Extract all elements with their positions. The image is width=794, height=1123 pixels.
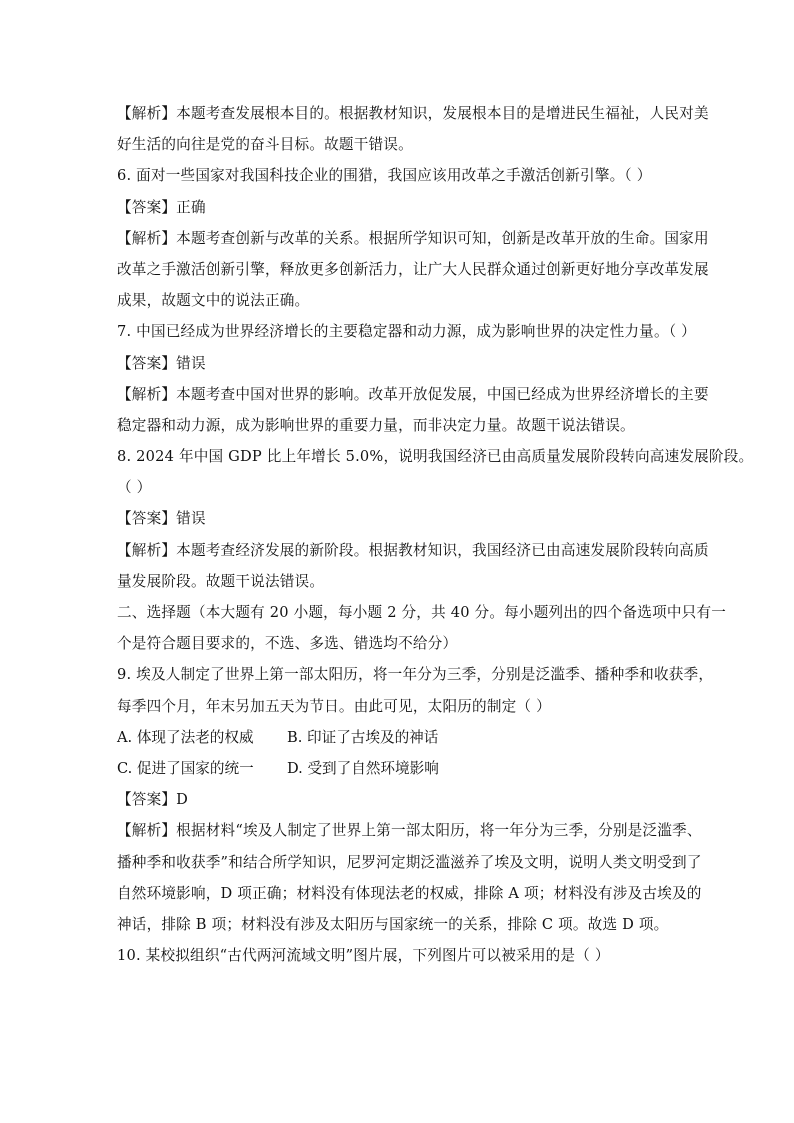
q9-options-row-1 <box>117 722 687 753</box>
q9-option-d: D. 受到了自然环境影响 <box>287 759 439 777</box>
text-line: 个是符合题目要求的，不选、多选、错选均不给分） <box>117 635 458 653</box>
q9-option-a: A. 体现了法老的权威 <box>117 728 254 746</box>
question-10: 10. 某校拟组织“古代两河流域文明”图片展，下列图片可以被采用的是（ ） <box>117 947 610 965</box>
question-7: 7. 中国已经成为世界经济增长的主要稳定器和动力源，成为影响世界的决定性力量。（ ） <box>117 323 696 341</box>
text-line: 稳定器和动力源，成为影响世界的重要力量，而非决定力量。故题干说法错误。 <box>117 416 635 434</box>
answer-6: 【答案】正确 <box>117 198 206 216</box>
text-line: 量发展阶段。故题干说法错误。 <box>117 572 325 590</box>
q9-option-c: C. 促进了国家的统一 <box>117 759 254 777</box>
text-line: 【解析】本题考查经济发展的新阶段。根据教材知识，我国经济已由高速发展阶段转向高质 <box>117 541 709 559</box>
text-line: （ ） <box>117 479 152 497</box>
text-line: 【解析】本题考查创新与改革的关系。根据所学知识可知，创新是改革开放的生命。国家用 <box>117 229 709 247</box>
text-line: 自然环境影响，D 项正确；材料没有体现法老的权威，排除 A 项；材料没有涉及古埃及的 <box>117 884 702 902</box>
question-6: 6. 面对一些国家对我国科技企业的围猎，我国应该用改革之手激活创新引擎。（ ） <box>117 167 652 185</box>
text-line: 播种季和收获季”和结合所学知识，尼罗河定期泛滥滋养了埃及文明，说明人类文明受到了 <box>117 853 702 871</box>
document-body <box>117 98 754 971</box>
text-line: 【解析】根据材料“埃及人制定了世界上第一部太阳历，将一年分为三季，分别是泛滥季、 <box>117 822 702 840</box>
question-8: 8. 2024 年中国 GDP 比上年增长 5.0%，说明我国经济已由高质量发展阶段转向高速发展阶段。 <box>117 448 754 466</box>
q9-options-row-2 <box>117 753 687 784</box>
answer-8: 【答案】错误 <box>117 510 206 528</box>
text-line: 【解析】本题考查中国对世界的影响。改革开放促发展，中国已经成为世界经济增长的主要 <box>117 385 709 403</box>
answer-9: 【答案】D <box>117 791 189 809</box>
text-line: 改革之手激活创新引擎，释放更多创新活力，让广大人民群众通过创新更好地分享改革发展 <box>117 260 709 278</box>
text-line: 好生活的向往是党的奋斗目标。故题干错误。 <box>117 136 413 154</box>
text-line: 神话，排除 B 项；材料没有涉及太阳历与国家统一的关系，排除 C 项。故选 D 项。 <box>117 915 669 933</box>
answer-7: 【答案】错误 <box>117 354 206 372</box>
text-line: 【解析】本题考查发展根本目的。根据教材知识，发展根本目的是增进民生福祉，人民对美 <box>117 105 709 122</box>
q9-option-b: B. 印证了古埃及的神话 <box>287 728 439 746</box>
question-9: 9. 埃及人制定了世界上第一部太阳历，将一年分为三季，分别是泛滥季、播种季和收获季， <box>117 666 714 684</box>
text-line: 成果，故题文中的说法正确。 <box>117 292 310 310</box>
section-heading: 二、选择题（本大题有 20 小题，每小题 2 分，共 40 分。每小题列出的四个备选项中只有一 <box>117 604 727 621</box>
text-line: 每季四个月，年末另加五天为节日。由此可见，太阳历的制定（ ） <box>117 697 551 715</box>
